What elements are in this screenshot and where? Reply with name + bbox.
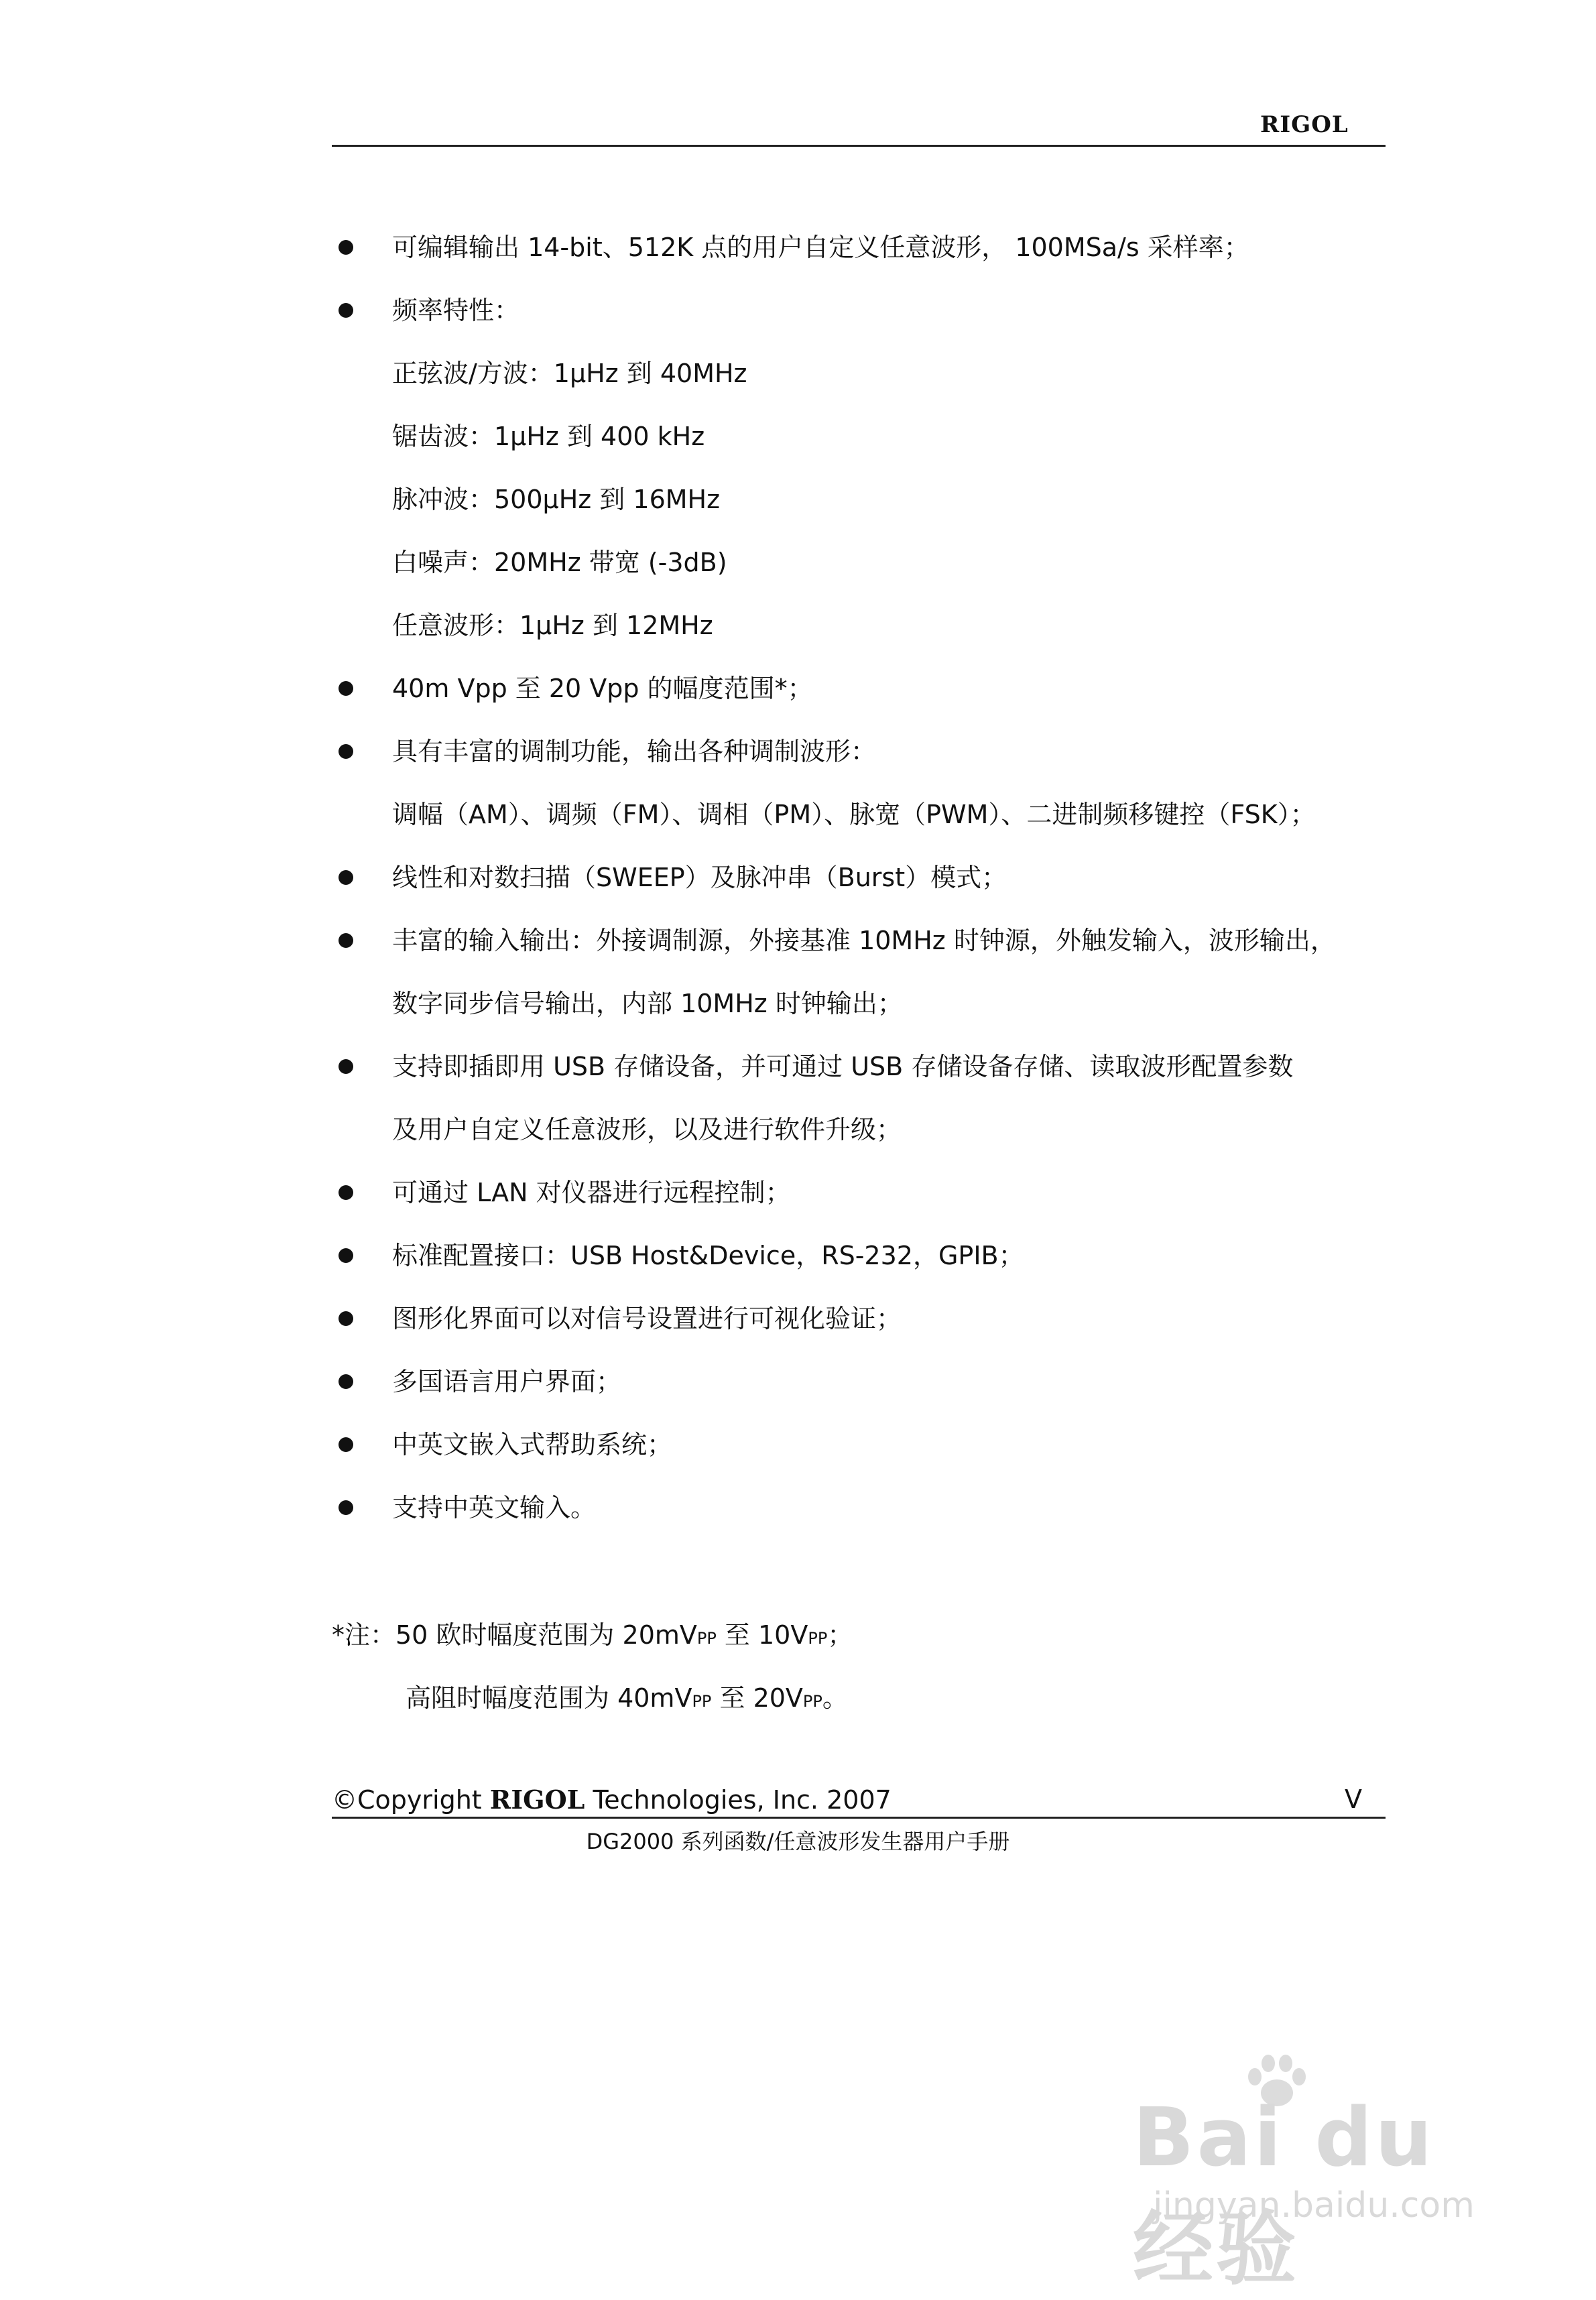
bullet-dot-icon (339, 744, 353, 759)
baidu-watermark (1133, 2051, 1548, 2296)
note-line-1: *注：50 欧时幅度范围为 20mVPP 至 10VPP； (332, 1620, 853, 1650)
bullet-item (332, 1476, 1404, 1539)
indented-line (332, 783, 1404, 846)
bullet-item (332, 720, 1404, 783)
bullet-dot-icon (339, 1248, 353, 1263)
bullet-dot-icon (339, 1059, 353, 1074)
item-text: 具有丰富的调制功能，输出各种调制波形： (392, 737, 877, 766)
header-brand: RIGOL (1260, 111, 1349, 138)
item-text: 脉冲波：500μHz 到 16MHz (392, 485, 721, 514)
indented-line (332, 342, 1404, 405)
item-text: 支持即插即用 USB 存储设备，并可通过 USB 存储设备存储、读取波形配置参数 (392, 1052, 1294, 1081)
bullet-dot-icon (339, 681, 353, 696)
bullet-dot-icon (339, 1311, 353, 1326)
indented-line (332, 1098, 1404, 1161)
bullet-dot-icon (339, 1500, 353, 1515)
bullet-item (332, 1224, 1404, 1287)
bullet-item (332, 216, 1404, 279)
bullet-item (332, 1035, 1404, 1098)
footer-divider (332, 1817, 1386, 1819)
feature-list (332, 216, 1404, 1539)
bullet-dot-icon (339, 1374, 353, 1389)
item-text: 任意波形：1μHz 到 12MHz (392, 611, 713, 640)
page-number: V (1345, 1784, 1362, 1814)
item-text: 中英文嵌入式帮助系统； (392, 1430, 673, 1459)
item-text: 多国语言用户界面； (392, 1367, 622, 1396)
bullet-item (332, 1413, 1404, 1476)
footer-copyright: ©Copyright RIGOL Technologies, Inc. 2007 (332, 1784, 892, 1815)
bullet-item (332, 279, 1404, 342)
item-text: 线性和对数扫描（SWEEP）及脉冲串（Burst）模式； (392, 863, 1007, 892)
indented-line (332, 405, 1404, 468)
item-text: 数字同步信号输出，内部 10MHz 时钟输出； (392, 989, 903, 1018)
bullet-dot-icon (339, 870, 353, 885)
bullet-item (332, 909, 1404, 972)
bullet-dot-icon (339, 240, 353, 255)
item-text: 白噪声：20MHz 带宽 (-3dB) (392, 548, 727, 577)
bullet-item (332, 1350, 1404, 1413)
item-text: 调幅（AM）、调频（FM）、调相（PM）、脉宽（PWM）、二进制频移键控（FSK）； (392, 800, 1316, 829)
note-line-2: 高阻时幅度范围为 40mVPP 至 20VPP。 (406, 1683, 848, 1713)
watermark-url: jingyan.baidu.com (1153, 2185, 1475, 2226)
item-text: 频率特性： (392, 296, 520, 325)
indented-line (332, 594, 1404, 657)
bullet-item (332, 846, 1404, 909)
bullet-item (332, 1161, 1404, 1224)
item-text: 支持中英文输入。 (392, 1493, 597, 1522)
item-text: 正弦波/方波：1μHz 到 40MHz (392, 359, 747, 388)
bullet-item (332, 657, 1404, 720)
item-text: 标准配置接口：USB Host&Device，RS-232，GPIB； (392, 1241, 1024, 1270)
indented-line (332, 531, 1404, 594)
watermark-logo-text: Bai du 经验 (1133, 2092, 1435, 2296)
manual-title: DG2000 系列函数/任意波形发生器用户手册 (586, 1829, 1010, 1854)
bullet-dot-icon (339, 1185, 353, 1200)
indented-line (332, 468, 1404, 531)
item-text: 图形化界面可以对信号设置进行可视化验证； (392, 1304, 902, 1333)
indented-line (332, 972, 1404, 1035)
bullet-dot-icon (339, 303, 353, 318)
item-text: 锯齿波：1μHz 到 400 kHz (392, 422, 705, 451)
bullet-item (332, 1287, 1404, 1350)
item-text: 40m Vpp 至 20 Vpp 的幅度范围*； (392, 674, 813, 703)
item-text: 丰富的输入输出：外接调制源，外接基准 10MHz 时钟源，外触发输入，波形输出， (392, 926, 1336, 955)
item-text: 可编辑输出 14-bit、512K 点的用户自定义任意波形， 100MSa/s 采样率； (392, 233, 1249, 262)
bullet-dot-icon (339, 933, 353, 948)
header-divider (332, 145, 1386, 147)
item-text: 及用户自定义任意波形，以及进行软件升级； (392, 1115, 902, 1144)
item-text: 可通过 LAN 对仪器进行远程控制； (392, 1178, 791, 1207)
bullet-dot-icon (339, 1437, 353, 1452)
